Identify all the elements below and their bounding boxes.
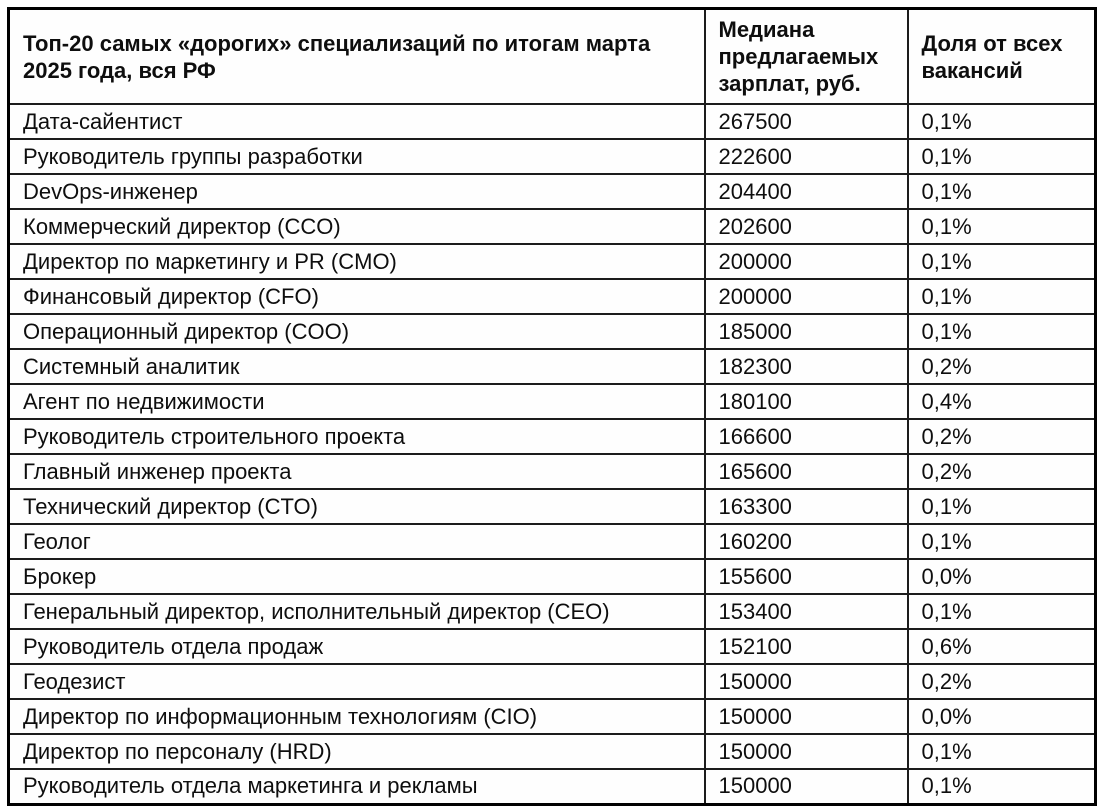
- cell-vacancy-share: 0,1%: [908, 104, 1096, 139]
- cell-specialization: Геолог: [9, 524, 705, 559]
- cell-median-salary: 204400: [705, 174, 908, 209]
- cell-vacancy-share: 0,1%: [908, 139, 1096, 174]
- table-row: [9, 104, 1096, 139]
- cell-vacancy-share: 0,2%: [908, 419, 1096, 454]
- cell-specialization: Руководитель группы разработки: [9, 139, 705, 174]
- table-row: [9, 174, 1096, 209]
- cell-median-salary: 267500: [705, 104, 908, 139]
- cell-median-salary: 202600: [705, 209, 908, 244]
- table-row: [9, 384, 1096, 419]
- cell-median-salary: 150000: [705, 699, 908, 734]
- table-header: [9, 9, 1096, 105]
- cell-median-salary: 163300: [705, 489, 908, 524]
- cell-specialization: Главный инженер проекта: [9, 454, 705, 489]
- cell-vacancy-share: 0,1%: [908, 279, 1096, 314]
- cell-specialization: DevOps-инженер: [9, 174, 705, 209]
- cell-specialization: Дата-сайентист: [9, 104, 705, 139]
- cell-median-salary: 150000: [705, 664, 908, 699]
- table-row: [9, 279, 1096, 314]
- cell-specialization: Финансовый директор (CFO): [9, 279, 705, 314]
- cell-vacancy-share: 0,1%: [908, 769, 1096, 804]
- cell-vacancy-share: 0,1%: [908, 244, 1096, 279]
- cell-median-salary: 185000: [705, 314, 908, 349]
- header-row: [9, 9, 1096, 105]
- cell-median-salary: 166600: [705, 419, 908, 454]
- table-row: [9, 734, 1096, 769]
- table-row: [9, 559, 1096, 594]
- cell-median-salary: 182300: [705, 349, 908, 384]
- cell-specialization: Директор по маркетингу и PR (CMO): [9, 244, 705, 279]
- cell-specialization: Генеральный директор, исполнительный директор (CEO): [9, 594, 705, 629]
- cell-vacancy-share: 0,1%: [908, 524, 1096, 559]
- table-row: [9, 699, 1096, 734]
- cell-median-salary: 165600: [705, 454, 908, 489]
- top20-salary-table: [7, 7, 1097, 806]
- cell-vacancy-share: 0,1%: [908, 594, 1096, 629]
- table-row: [9, 349, 1096, 384]
- table-row: [9, 629, 1096, 664]
- header-cell-title: Топ-20 самых «дорогих» специализаций по итогам марта 2025 года, вся РФ: [9, 9, 705, 105]
- cell-median-salary: 155600: [705, 559, 908, 594]
- table-row: [9, 664, 1096, 699]
- cell-median-salary: 160200: [705, 524, 908, 559]
- cell-median-salary: 180100: [705, 384, 908, 419]
- cell-specialization: Системный аналитик: [9, 349, 705, 384]
- table-row: [9, 454, 1096, 489]
- cell-specialization: Операционный директор (COO): [9, 314, 705, 349]
- cell-specialization: Коммерческий директор (CCO): [9, 209, 705, 244]
- cell-vacancy-share: 0,1%: [908, 314, 1096, 349]
- header-cell-median-salary: Медиана предлагаемых зарплат, руб.: [705, 9, 908, 105]
- cell-specialization: Директор по информационным технологиям (CIO): [9, 699, 705, 734]
- table-row: [9, 244, 1096, 279]
- cell-median-salary: 200000: [705, 244, 908, 279]
- table-row: [9, 594, 1096, 629]
- cell-median-salary: 222600: [705, 139, 908, 174]
- cell-specialization: Технический директор (CTO): [9, 489, 705, 524]
- cell-specialization: Руководитель отдела продаж: [9, 629, 705, 664]
- cell-vacancy-share: 0,2%: [908, 664, 1096, 699]
- cell-vacancy-share: 0,1%: [908, 209, 1096, 244]
- cell-vacancy-share: 0,1%: [908, 734, 1096, 769]
- table-body: [9, 104, 1096, 804]
- cell-vacancy-share: 0,1%: [908, 174, 1096, 209]
- table-row: [9, 524, 1096, 559]
- table-row: [9, 139, 1096, 174]
- cell-vacancy-share: 0,2%: [908, 349, 1096, 384]
- cell-vacancy-share: 0,2%: [908, 454, 1096, 489]
- cell-median-salary: 153400: [705, 594, 908, 629]
- cell-specialization: Руководитель строительного проекта: [9, 419, 705, 454]
- cell-median-salary: 200000: [705, 279, 908, 314]
- table-row: [9, 419, 1096, 454]
- cell-specialization: Руководитель отдела маркетинга и рекламы: [9, 769, 705, 804]
- table-row: [9, 314, 1096, 349]
- cell-specialization: Директор по персоналу (HRD): [9, 734, 705, 769]
- cell-median-salary: 152100: [705, 629, 908, 664]
- cell-specialization: Агент по недвижимости: [9, 384, 705, 419]
- table-row: [9, 209, 1096, 244]
- table-row: [9, 489, 1096, 524]
- cell-vacancy-share: 0,1%: [908, 489, 1096, 524]
- header-cell-vacancy-share: Доля от всех вакансий: [908, 9, 1096, 105]
- cell-vacancy-share: 0,0%: [908, 559, 1096, 594]
- cell-vacancy-share: 0,0%: [908, 699, 1096, 734]
- cell-median-salary: 150000: [705, 734, 908, 769]
- cell-specialization: Брокер: [9, 559, 705, 594]
- cell-vacancy-share: 0,6%: [908, 629, 1096, 664]
- cell-median-salary: 150000: [705, 769, 908, 804]
- cell-vacancy-share: 0,4%: [908, 384, 1096, 419]
- table-row: [9, 769, 1096, 804]
- cell-specialization: Геодезист: [9, 664, 705, 699]
